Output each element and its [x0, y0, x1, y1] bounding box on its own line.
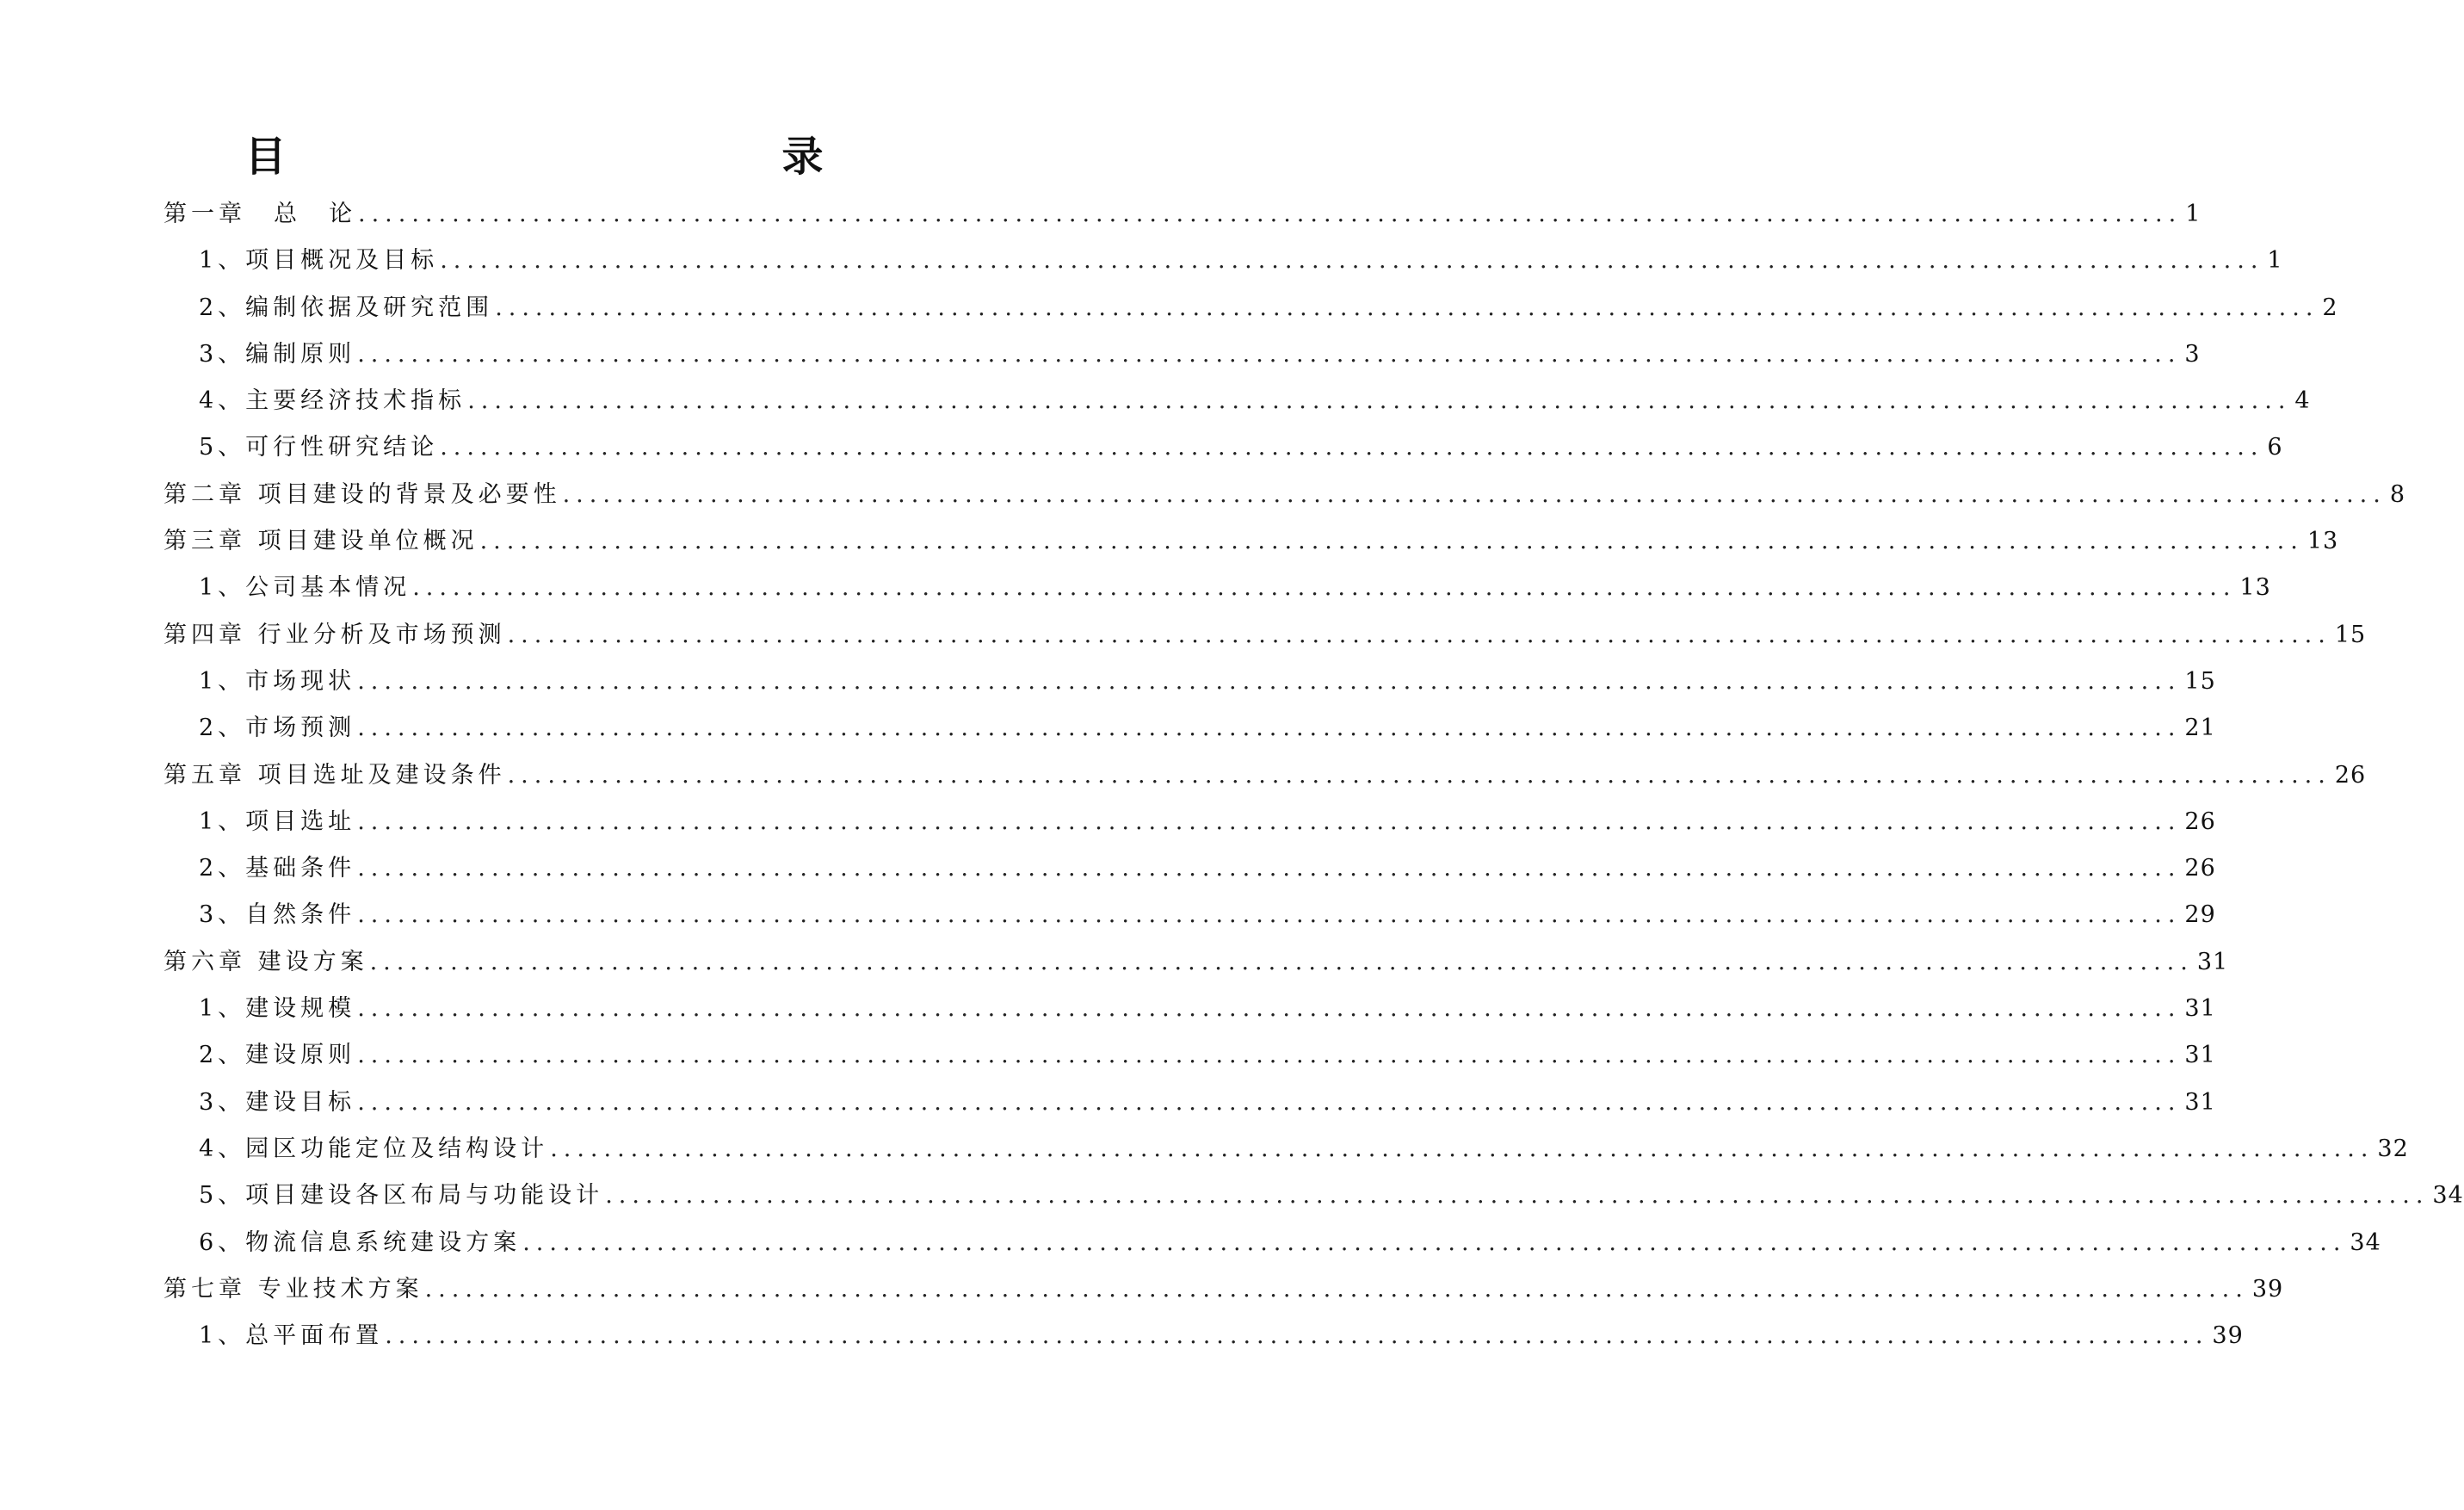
toc-chapter-entry[interactable]: [164, 191, 2202, 238]
toc-entry-label: 1、公司基本情况: [199, 574, 411, 602]
toc-chapter-entry[interactable]: [164, 518, 2339, 565]
toc-section-entry[interactable]: [164, 892, 2216, 938]
toc-section-entry[interactable]: [164, 986, 2216, 1032]
toc-entry-label: 2、编制依据及研究范围: [199, 294, 494, 321]
toc-entry-label: 1、项目概况及目标: [199, 247, 439, 275]
toc-section-entry[interactable]: [164, 378, 2311, 424]
toc-page-number: 1: [2267, 247, 2283, 275]
toc-entry-label: 5、可行性研究结论: [199, 434, 439, 461]
toc-page-number: 32: [2377, 1135, 2409, 1162]
toc-dot-leader: ........................................................................................................................................: [562, 480, 2387, 508]
toc-page-number: 34: [2350, 1228, 2381, 1256]
toc-section-entry[interactable]: [164, 1080, 2216, 1126]
toc-page-number: 2: [2322, 294, 2338, 321]
toc-page-number: 26: [2184, 855, 2216, 882]
toc-dot-leader: ........................................................................................................................................: [522, 1228, 2347, 1256]
toc-entry-label: 3、自然条件: [199, 901, 356, 929]
toc-dot-leader: ........................................................................................................................................: [507, 621, 2331, 648]
toc-section-entry[interactable]: [164, 424, 2283, 471]
toc-entry-label: 4、园区功能定位及结构设计: [199, 1135, 549, 1162]
toc-page-number: 4: [2294, 387, 2311, 415]
toc-page-number: 39: [2251, 1275, 2284, 1303]
toc-dot-leader: ........................................................................................................................................: [357, 855, 2182, 882]
toc-dot-leader: ........................................................................................................................................: [357, 1042, 2182, 1069]
toc-chapter-entry[interactable]: [164, 1266, 2284, 1313]
toc-section-entry[interactable]: [164, 1220, 2381, 1266]
toc-entry-label: 1、建设规模: [199, 995, 356, 1023]
toc-entry-label: 1、总平面布置: [199, 1322, 384, 1350]
toc-entry-label: 3、编制原则: [199, 340, 356, 368]
toc-chapter-entry[interactable]: [164, 939, 2229, 986]
toc-dot-leader: ........................................................................................................................................: [357, 1088, 2182, 1116]
toc-page-number: 13: [2239, 574, 2271, 602]
toc-page-number: 15: [2334, 621, 2367, 648]
toc-section-entry[interactable]: [164, 659, 2216, 705]
toc-section-entry[interactable]: [164, 331, 2201, 378]
toc-dot-leader: ........................................................................................................................................: [605, 1182, 2430, 1210]
toc-dot-leader: ........................................................................................................................................: [440, 247, 2264, 275]
toc-dot-leader: ........................................................................................................................................: [385, 1322, 2209, 1350]
toc-dot-leader: ........................................................................................................................................: [369, 948, 2194, 975]
toc-entry-label: 第七章 专业技术方案: [164, 1275, 423, 1303]
toc-section-entry[interactable]: [164, 1032, 2216, 1079]
toc-dot-leader: ........................................................................................................................................: [550, 1135, 2374, 1162]
toc-dot-leader: ........................................................................................................................................: [479, 528, 2304, 555]
toc-section-entry[interactable]: [164, 1173, 2464, 1219]
toc-dot-leader: ........................................................................................................................................: [357, 340, 2182, 368]
toc-entry-label: 4、主要经济技术指标: [199, 387, 466, 415]
toc-dot-leader: ........................................................................................................................................: [440, 434, 2264, 461]
toc-section-entry[interactable]: [164, 705, 2216, 752]
toc-entry-label: 3、建设目标: [199, 1088, 356, 1116]
toc-entry-label: 第六章 建设方案: [164, 948, 368, 975]
toc-dot-leader: ........................................................................................................................................: [357, 715, 2182, 742]
toc-entry-label: 第四章 行业分析及市场预测: [164, 621, 506, 648]
toc-entry-label: 2、基础条件: [199, 855, 356, 882]
toc-entry-label: 6、物流信息系统建设方案: [199, 1228, 522, 1256]
toc-entry-label: 5、项目建设各区布局与功能设计: [199, 1182, 604, 1210]
toc-page-number: 39: [2212, 1322, 2244, 1350]
toc-section-entry[interactable]: [164, 565, 2271, 611]
toc-page-number: 6: [2267, 434, 2283, 461]
toc-section-entry[interactable]: [164, 1313, 2244, 1359]
toc-entry-label: 1、项目选址: [199, 808, 356, 835]
toc-page-number: 1: [2185, 201, 2202, 227]
toc-dot-leader: ........................................................................................................................................: [357, 808, 2182, 835]
toc-dot-leader: ........................................................................................................................................: [358, 201, 2183, 227]
toc-dot-leader: ........................................................................................................................................: [467, 387, 2292, 415]
toc-page-number: 31: [2184, 1088, 2216, 1116]
toc-entry-label: 2、市场预测: [199, 715, 356, 742]
toc-title: 目 录: [244, 133, 961, 181]
toc-section-entry[interactable]: [164, 238, 2283, 284]
toc-page-number: 31: [2184, 1042, 2216, 1069]
toc-chapter-entry[interactable]: [164, 752, 2367, 799]
toc-page-number: 8: [2389, 480, 2406, 508]
toc-entry-label: 1、市场现状: [199, 667, 356, 695]
toc-section-entry[interactable]: [164, 799, 2216, 845]
toc-section-entry[interactable]: [164, 285, 2338, 331]
toc-dot-leader: ........................................................................................................................................: [424, 1275, 2249, 1303]
toc-page-number: 15: [2184, 667, 2216, 695]
toc-entry-label: 第一章 总 论: [164, 201, 356, 227]
toc-entry-label: 第三章 项目建设单位概况: [164, 528, 479, 555]
toc-dot-leader: ........................................................................................................................................: [357, 901, 2182, 929]
toc-entry-label: 第二章 项目建设的背景及必要性: [164, 480, 561, 508]
toc-dot-leader: ........................................................................................................................................: [357, 667, 2182, 695]
toc-page-number: 26: [2184, 808, 2216, 835]
toc-page-number: 31: [2196, 948, 2229, 975]
toc-page-number: 34: [2432, 1182, 2464, 1210]
toc-list: [164, 191, 2464, 1359]
toc-chapter-entry[interactable]: [164, 472, 2406, 518]
toc-chapter-entry[interactable]: [164, 612, 2367, 659]
toc-dot-leader: ........................................................................................................................................: [412, 574, 2237, 602]
toc-dot-leader: ........................................................................................................................................: [357, 995, 2182, 1023]
toc-page-number: 21: [2184, 715, 2216, 742]
toc-page-number: 29: [2184, 901, 2216, 929]
toc-dot-leader: ........................................................................................................................................: [495, 294, 2319, 321]
toc-section-entry[interactable]: [164, 1126, 2409, 1173]
toc-entry-label: 2、建设原则: [199, 1042, 356, 1069]
toc-page-number: 13: [2307, 528, 2339, 555]
toc-section-entry[interactable]: [164, 845, 2216, 892]
toc-page-number: 31: [2184, 995, 2216, 1023]
toc-page-number: 26: [2334, 761, 2367, 789]
toc-page-number: 3: [2184, 340, 2201, 368]
toc-dot-leader: ........................................................................................................................................: [507, 761, 2331, 789]
toc-entry-label: 第五章 项目选址及建设条件: [164, 761, 506, 789]
